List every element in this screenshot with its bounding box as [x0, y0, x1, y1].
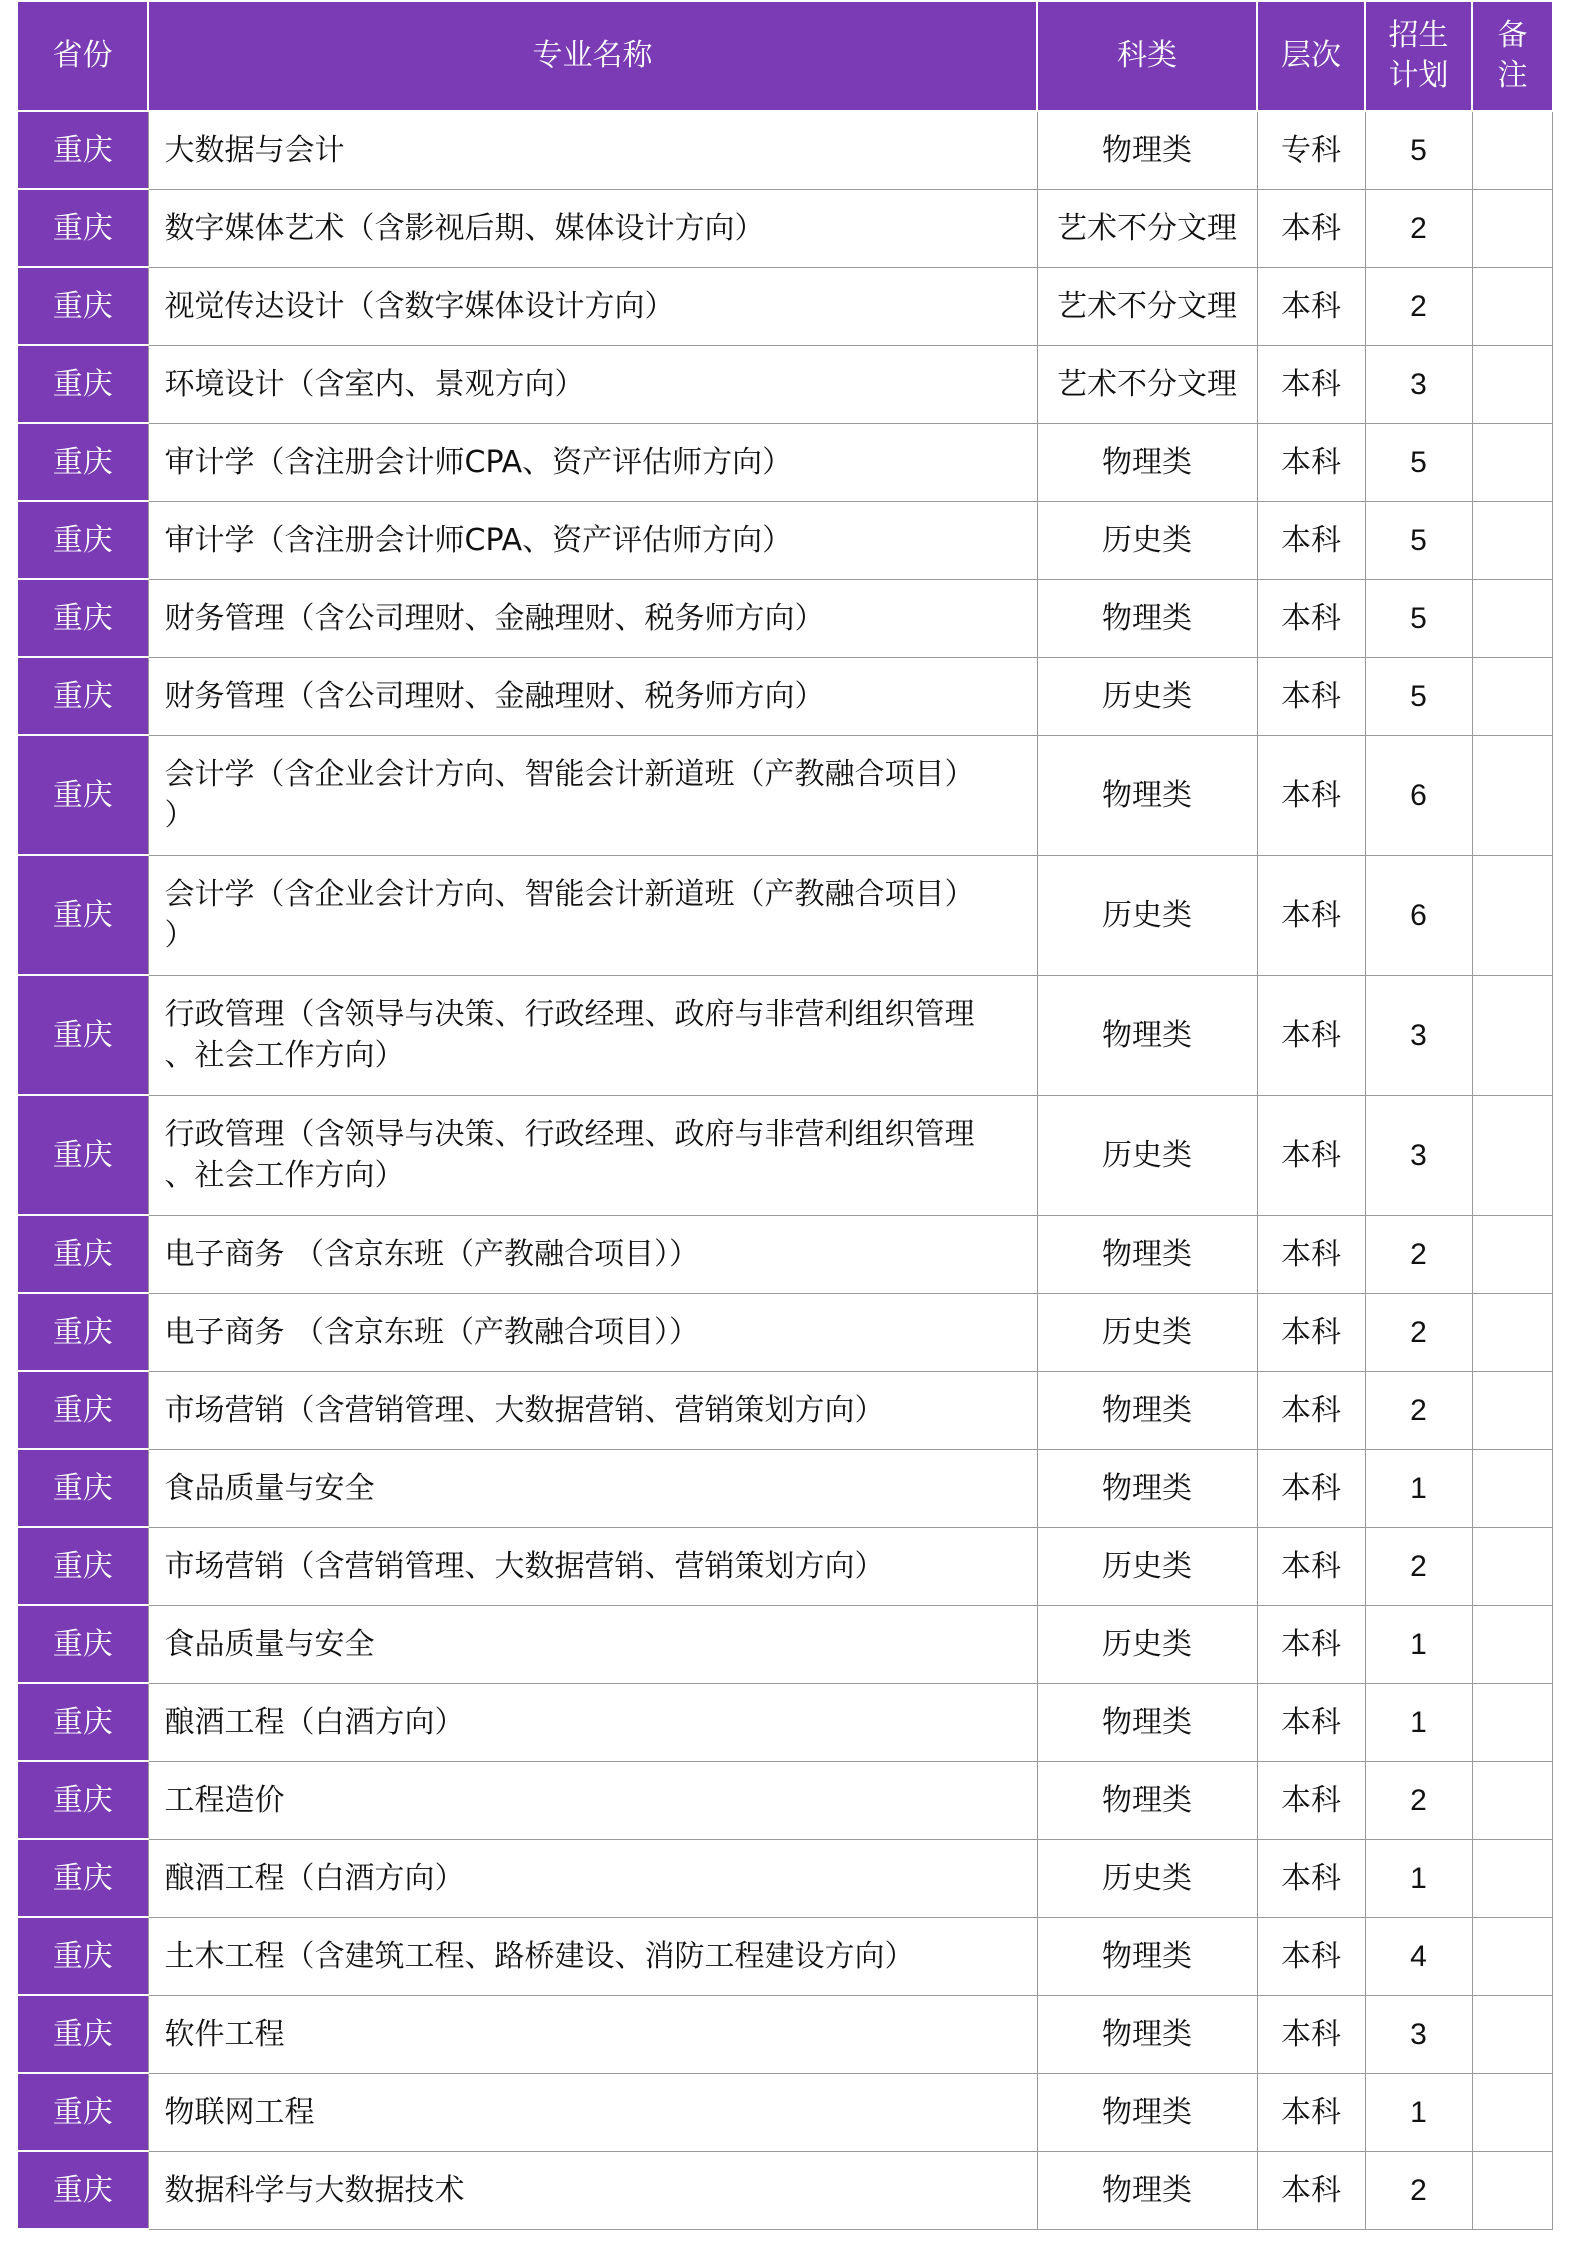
- cell-category: 物理类: [1037, 975, 1257, 1095]
- cell-note: [1472, 111, 1552, 189]
- cell-level: 本科: [1257, 1605, 1365, 1683]
- cell-category: 物理类: [1037, 1917, 1257, 1995]
- cell-plan: 2: [1365, 2151, 1472, 2229]
- cell-category: 历史类: [1037, 1095, 1257, 1215]
- cell-major: [148, 975, 1037, 1095]
- cell-plan: 2: [1365, 189, 1472, 267]
- cell-category: 物理类: [1037, 1995, 1257, 2073]
- cell-province: 重庆: [18, 1995, 148, 2073]
- cell-plan: 5: [1365, 111, 1472, 189]
- cell-note: [1472, 1917, 1552, 1995]
- cell-note: [1472, 1215, 1552, 1293]
- cell-category: 历史类: [1037, 855, 1257, 975]
- table-row: [18, 1605, 1552, 1683]
- cell-level: 本科: [1257, 1995, 1365, 2073]
- cell-level: 专科: [1257, 111, 1365, 189]
- table-row: [18, 1527, 1552, 1605]
- cell-note: [1472, 1761, 1552, 1839]
- cell-major-line2: ）: [164, 918, 195, 953]
- cell-plan: 1: [1365, 1839, 1472, 1917]
- cell-note: [1472, 855, 1552, 975]
- cell-level: 本科: [1257, 267, 1365, 345]
- cell-category: 物理类: [1037, 1449, 1257, 1527]
- cell-note: [1472, 1527, 1552, 1605]
- cell-major: 审计学（含注册会计师CPA、资产评估师方向）: [148, 501, 1037, 579]
- cell-province: 重庆: [18, 345, 148, 423]
- cell-category: 物理类: [1037, 1215, 1257, 1293]
- cell-level: 本科: [1257, 855, 1365, 975]
- header-province: 省份: [18, 1, 148, 111]
- cell-level: 本科: [1257, 735, 1365, 855]
- header-major: 专业名称: [148, 1, 1037, 111]
- table-row: [18, 111, 1552, 189]
- table-row: [18, 1761, 1552, 1839]
- cell-major: 视觉传达设计（含数字媒体设计方向）: [148, 267, 1037, 345]
- cell-level: 本科: [1257, 1095, 1365, 1215]
- table-row: [18, 267, 1552, 345]
- table-row: [18, 1215, 1552, 1293]
- cell-major: 电子商务 （含京东班（产教融合项目））: [148, 1293, 1037, 1371]
- table-row: [18, 855, 1552, 975]
- cell-level: 本科: [1257, 189, 1365, 267]
- table-row: [18, 1293, 1552, 1371]
- cell-province: 重庆: [18, 1095, 148, 1215]
- cell-level: 本科: [1257, 579, 1365, 657]
- cell-category: 历史类: [1037, 1605, 1257, 1683]
- cell-category: 物理类: [1037, 2151, 1257, 2229]
- cell-province: 重庆: [18, 1527, 148, 1605]
- cell-major: 环境设计（含室内、景观方向）: [148, 345, 1037, 423]
- table-row: [18, 657, 1552, 735]
- cell-plan: 1: [1365, 2073, 1472, 2151]
- table-row: [18, 1683, 1552, 1761]
- table-row: [18, 1917, 1552, 1995]
- cell-note: [1472, 189, 1552, 267]
- table-row: [18, 345, 1552, 423]
- cell-plan: 3: [1365, 1095, 1472, 1215]
- cell-category: 物理类: [1037, 1371, 1257, 1449]
- cell-note: [1472, 267, 1552, 345]
- cell-level: 本科: [1257, 501, 1365, 579]
- cell-major: [148, 1095, 1037, 1215]
- table-row: [18, 1449, 1552, 1527]
- cell-note: [1472, 2151, 1552, 2229]
- cell-note: [1472, 1293, 1552, 1371]
- cell-province: 重庆: [18, 1605, 148, 1683]
- cell-plan: 5: [1365, 657, 1472, 735]
- table-row: [18, 423, 1552, 501]
- table-header: [18, 1, 1552, 111]
- cell-major: 数据科学与大数据技术: [148, 2151, 1037, 2229]
- cell-major: 食品质量与安全: [148, 1449, 1037, 1527]
- cell-major-line2: 、社会工作方向）: [164, 1158, 405, 1193]
- cell-plan: 3: [1365, 345, 1472, 423]
- table-row: [18, 1371, 1552, 1449]
- table-row: [18, 2151, 1552, 2229]
- cell-major: 工程造价: [148, 1761, 1037, 1839]
- table-row: [18, 735, 1552, 855]
- cell-province: 重庆: [18, 735, 148, 855]
- cell-note: [1472, 657, 1552, 735]
- cell-major: 市场营销（含营销管理、大数据营销、营销策划方向）: [148, 1527, 1037, 1605]
- cell-major: 食品质量与安全: [148, 1605, 1037, 1683]
- header-note-line1: 备: [1497, 18, 1528, 53]
- cell-plan: 2: [1365, 267, 1472, 345]
- cell-province: 重庆: [18, 1761, 148, 1839]
- cell-plan: 5: [1365, 501, 1472, 579]
- cell-province: 重庆: [18, 1917, 148, 1995]
- cell-province: 重庆: [18, 111, 148, 189]
- cell-province: 重庆: [18, 657, 148, 735]
- cell-plan: 6: [1365, 735, 1472, 855]
- cell-province: 重庆: [18, 501, 148, 579]
- cell-category: 物理类: [1037, 423, 1257, 501]
- cell-plan: 2: [1365, 1527, 1472, 1605]
- cell-category: 物理类: [1037, 1683, 1257, 1761]
- cell-province: 重庆: [18, 975, 148, 1095]
- cell-note: [1472, 1095, 1552, 1215]
- cell-plan: 1: [1365, 1605, 1472, 1683]
- cell-plan: 5: [1365, 423, 1472, 501]
- cell-major: [148, 855, 1037, 975]
- cell-major: 软件工程: [148, 1995, 1037, 2073]
- cell-note: [1472, 1995, 1552, 2073]
- cell-note: [1472, 735, 1552, 855]
- cell-plan: 6: [1365, 855, 1472, 975]
- cell-category: 物理类: [1037, 735, 1257, 855]
- cell-major-line2: 、社会工作方向）: [164, 1038, 405, 1073]
- cell-note: [1472, 1371, 1552, 1449]
- cell-level: 本科: [1257, 657, 1365, 735]
- cell-plan: 5: [1365, 579, 1472, 657]
- table-row: [18, 1995, 1552, 2073]
- cell-major: 酿酒工程（白酒方向）: [148, 1839, 1037, 1917]
- cell-major: 酿酒工程（白酒方向）: [148, 1683, 1037, 1761]
- cell-province: 重庆: [18, 579, 148, 657]
- cell-category: 历史类: [1037, 1839, 1257, 1917]
- cell-province: 重庆: [18, 189, 148, 267]
- cell-major: 土木工程（含建筑工程、路桥建设、消防工程建设方向）: [148, 1917, 1037, 1995]
- cell-note: [1472, 345, 1552, 423]
- cell-major: 物联网工程: [148, 2073, 1037, 2151]
- table-body: [18, 111, 1552, 2229]
- cell-major: 电子商务 （含京东班（产教融合项目））: [148, 1215, 1037, 1293]
- cell-major: 审计学（含注册会计师CPA、资产评估师方向）: [148, 423, 1037, 501]
- cell-province: 重庆: [18, 1449, 148, 1527]
- cell-province: 重庆: [18, 2073, 148, 2151]
- cell-note: [1472, 1605, 1552, 1683]
- cell-province: 重庆: [18, 1215, 148, 1293]
- cell-level: 本科: [1257, 1761, 1365, 1839]
- table-row: [18, 1839, 1552, 1917]
- cell-level: 本科: [1257, 423, 1365, 501]
- cell-category: 历史类: [1037, 1293, 1257, 1371]
- cell-note: [1472, 1683, 1552, 1761]
- cell-plan: 2: [1365, 1293, 1472, 1371]
- cell-category: 艺术不分文理: [1037, 267, 1257, 345]
- cell-level: 本科: [1257, 1683, 1365, 1761]
- header-plan: [1365, 1, 1472, 111]
- table-row: [18, 1095, 1552, 1215]
- header-plan-line2: 计划: [1388, 58, 1449, 93]
- cell-note: [1472, 501, 1552, 579]
- cell-level: 本科: [1257, 1917, 1365, 1995]
- cell-note: [1472, 2073, 1552, 2151]
- cell-major: [148, 735, 1037, 855]
- cell-level: 本科: [1257, 1839, 1365, 1917]
- cell-category: 历史类: [1037, 1527, 1257, 1605]
- cell-major: 数字媒体艺术（含影视后期、媒体设计方向）: [148, 189, 1037, 267]
- cell-note: [1472, 1449, 1552, 1527]
- cell-major: 大数据与会计: [148, 111, 1037, 189]
- cell-province: 重庆: [18, 1683, 148, 1761]
- cell-plan: 2: [1365, 1215, 1472, 1293]
- table-row: [18, 579, 1552, 657]
- cell-plan: 1: [1365, 1449, 1472, 1527]
- cell-province: 重庆: [18, 1839, 148, 1917]
- cell-major: 财务管理（含公司理财、金融理财、税务师方向）: [148, 657, 1037, 735]
- cell-major-line2: ）: [164, 798, 195, 833]
- cell-category: 物理类: [1037, 579, 1257, 657]
- cell-category: 历史类: [1037, 657, 1257, 735]
- cell-level: 本科: [1257, 1215, 1365, 1293]
- cell-plan: 2: [1365, 1371, 1472, 1449]
- header-note-line2: 注: [1497, 58, 1528, 93]
- cell-category: 艺术不分文理: [1037, 189, 1257, 267]
- cell-province: 重庆: [18, 267, 148, 345]
- cell-province: 重庆: [18, 855, 148, 975]
- header-level: 层次: [1257, 1, 1365, 111]
- cell-level: 本科: [1257, 2151, 1365, 2229]
- table-row: [18, 975, 1552, 1095]
- cell-note: [1472, 1839, 1552, 1917]
- cell-level: 本科: [1257, 1293, 1365, 1371]
- cell-province: 重庆: [18, 1293, 148, 1371]
- cell-province: 重庆: [18, 423, 148, 501]
- cell-level: 本科: [1257, 345, 1365, 423]
- cell-category: 物理类: [1037, 111, 1257, 189]
- admission-plan-table-container: [18, 0, 1552, 2230]
- table-row: [18, 189, 1552, 267]
- cell-plan: 3: [1365, 975, 1472, 1095]
- cell-major-line1: 行政管理（含领导与决策、行政经理、政府与非营利组织管理: [164, 997, 975, 1032]
- admission-plan-table: [18, 0, 1553, 2230]
- cell-province: 重庆: [18, 2151, 148, 2229]
- cell-category: 物理类: [1037, 1761, 1257, 1839]
- cell-level: 本科: [1257, 2073, 1365, 2151]
- header-plan-line1: 招生: [1388, 18, 1449, 53]
- cell-note: [1472, 975, 1552, 1095]
- cell-province: 重庆: [18, 1371, 148, 1449]
- table-row: [18, 501, 1552, 579]
- cell-level: 本科: [1257, 975, 1365, 1095]
- cell-major-line1: 会计学（含企业会计方向、智能会计新道班（产教融合项目）: [164, 757, 975, 792]
- cell-note: [1472, 579, 1552, 657]
- cell-plan: 4: [1365, 1917, 1472, 1995]
- cell-category: 艺术不分文理: [1037, 345, 1257, 423]
- cell-major: 财务管理（含公司理财、金融理财、税务师方向）: [148, 579, 1037, 657]
- header-note: [1472, 1, 1552, 111]
- cell-major: 市场营销（含营销管理、大数据营销、营销策划方向）: [148, 1371, 1037, 1449]
- cell-level: 本科: [1257, 1527, 1365, 1605]
- cell-major-line1: 行政管理（含领导与决策、行政经理、政府与非营利组织管理: [164, 1117, 975, 1152]
- table-row: [18, 2073, 1552, 2151]
- cell-plan: 3: [1365, 1995, 1472, 2073]
- cell-major-line1: 会计学（含企业会计方向、智能会计新道班（产教融合项目）: [164, 877, 975, 912]
- cell-plan: 1: [1365, 1683, 1472, 1761]
- cell-category: 物理类: [1037, 2073, 1257, 2151]
- header-category: 科类: [1037, 1, 1257, 111]
- cell-plan: 2: [1365, 1761, 1472, 1839]
- cell-level: 本科: [1257, 1449, 1365, 1527]
- cell-note: [1472, 423, 1552, 501]
- cell-category: 历史类: [1037, 501, 1257, 579]
- cell-level: 本科: [1257, 1371, 1365, 1449]
